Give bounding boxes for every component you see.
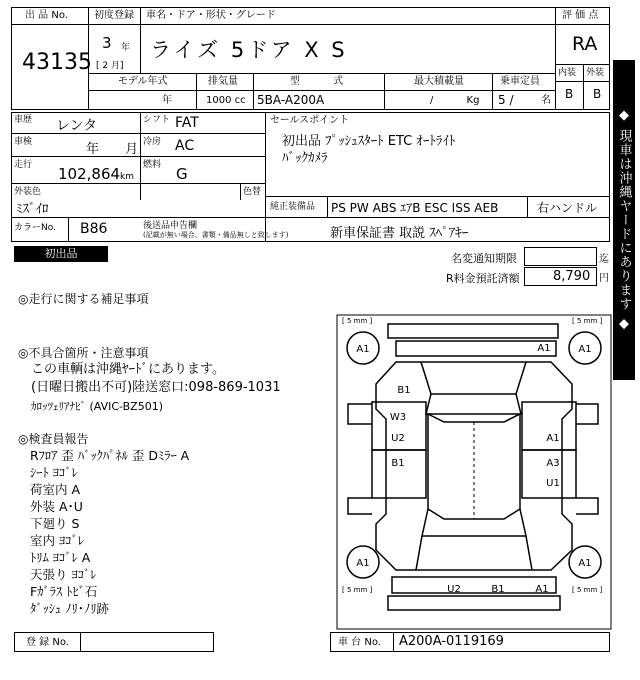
car-name-label: 車名・ドア・形状・グレード: [146, 10, 276, 21]
inspection: 年 月: [86, 142, 139, 157]
fuel: G: [176, 165, 188, 183]
shift-label: シフト: [143, 115, 171, 125]
rear-bumper-outline: [392, 577, 556, 593]
aftermarket-note: (記載が無い場合、書類・備品無しと致します): [143, 231, 289, 239]
front-bumper-outline: [388, 324, 558, 338]
color-label: 外装色: [14, 187, 42, 197]
hood-outline: [421, 362, 526, 394]
inspector-item: 天張り ﾖｺﾞﾚ: [30, 567, 97, 582]
sales-point-line2: ﾊﾞｯｸｶﾒﾗ: [282, 151, 328, 166]
interior-label: 内装: [558, 68, 577, 78]
shift: FAT: [175, 115, 199, 131]
fuel-label: 燃料: [143, 160, 162, 170]
windshield-outline: [426, 394, 521, 414]
first-reg-year: 3: [102, 34, 112, 52]
right-mark-3: U1: [546, 478, 560, 489]
inspector-item: ﾄﾘﾑ ﾖｺﾞﾚ A: [30, 550, 91, 565]
inspector-heading: ◎検査員報告: [18, 432, 89, 446]
defects-heading: ◎不具合箇所・注意事項: [18, 346, 149, 360]
trunk-outline: [416, 536, 532, 570]
grade: RA: [572, 33, 598, 55]
car-damage-diagram: [336, 314, 612, 630]
tire-tread-fl: [ 5 mm ]: [342, 317, 373, 325]
aftermarket-label: 後送品申告欄: [143, 221, 198, 231]
chassis-no: A200A-0119169: [399, 634, 504, 649]
inspector-item: 荷室内 A: [30, 482, 81, 497]
tire-mark-rl: A1: [356, 558, 370, 569]
recycle-label: R料金預託済額: [446, 272, 520, 285]
tire-tread-fr: [ 5 mm ]: [572, 317, 603, 325]
tire-mark-rr: A1: [578, 558, 592, 569]
defects-line-3: ｶﾛｯﾂｪﾘｱﾅﾋﾞ (AVIC-BZ501): [31, 400, 164, 413]
defects-line-2: (日曜日搬出不可)陸送窓口:098-869-1031: [31, 380, 281, 395]
front-bumper-lower: [396, 341, 556, 356]
ac-label: 冷房: [143, 137, 162, 147]
mileage-unit: km: [120, 172, 134, 182]
right-mark-2: A3: [546, 458, 560, 469]
left-mirror: [348, 404, 372, 424]
tire-tread-rr: [ 5 mm ]: [572, 586, 603, 594]
left-mark-3: U2: [391, 433, 405, 444]
inspector-item: Fｶﾞﾗｽ ﾄﾋﾞ石: [30, 584, 98, 599]
defects-line-1: この車輌は沖縄ﾔｰﾄﾞにあります。: [31, 362, 225, 377]
left-mark-2: W3: [389, 412, 407, 423]
tire-mark-fr: A1: [578, 344, 592, 355]
rear-mark-3: A1: [535, 584, 549, 595]
history-label: 車歴: [14, 115, 33, 125]
model-label: 型 式: [290, 76, 344, 87]
chassis-label: 車 台 No.: [338, 637, 381, 648]
year-unit: 年: [121, 43, 131, 53]
car-name: ライズ 5ドア X S: [150, 38, 348, 62]
rear-mark-2: B1: [491, 584, 505, 595]
tire-tread-rl: [ 5 mm ]: [342, 586, 373, 594]
equipment: PS PW ABS ｴｱB ESC ISS AEB: [331, 201, 499, 215]
right-rear-fender: [576, 498, 598, 514]
capacity-unit: 名: [541, 95, 551, 106]
max-load-label: 最大積載量: [414, 76, 464, 87]
steering: 右ハンドル: [537, 201, 598, 215]
displacement-label: 排気量: [208, 76, 238, 87]
inspection-label: 車検: [14, 137, 33, 147]
first-listing-badge: 初出品: [14, 246, 108, 262]
history: レンタ: [56, 118, 98, 134]
sales-point-label: セールスポイント: [270, 115, 350, 126]
model-code: 5BA-A200A: [257, 93, 325, 107]
capacity-label: 乗車定員: [500, 76, 540, 87]
color2-label: 色替: [243, 187, 262, 197]
reg-no-label: 登 録 No.: [26, 637, 69, 648]
grade-label: 評 価 点: [562, 10, 599, 21]
driving-notes-heading: ◎走行に関する補足事項: [18, 292, 149, 306]
model-year-unit: 年: [162, 95, 172, 106]
inspector-item: ｼｰﾄ ﾖｺﾞﾚ: [30, 465, 78, 480]
left-mark-1: B1: [397, 385, 411, 396]
exterior-grade: B: [593, 87, 602, 101]
tire-mark-fl: A1: [356, 344, 370, 355]
lot-no-label: 出 品 No.: [25, 10, 68, 21]
recycle-unit: 円: [599, 273, 609, 284]
interior-grade: B: [565, 87, 574, 101]
inspector-item: ﾀﾞｯｼｭ ﾉﾘ･ﾉﾘ跡: [30, 601, 109, 616]
equipment-label: 純正装備品: [270, 202, 316, 212]
inspector-item: Rﾌﾛｱ 歪 ﾊﾞｯｸﾊﾟﾈﾙ 歪 Dﾐﾗｰ A: [30, 448, 190, 463]
right-mirror: [576, 404, 598, 424]
name-change-unit: 迄: [599, 254, 609, 265]
mileage-label: 走行: [14, 160, 33, 170]
left-rear-fender: [348, 498, 372, 514]
capacity: 5 /: [498, 93, 514, 107]
displacement: 1000 cc: [206, 95, 246, 106]
color-no: B86: [80, 221, 108, 237]
first-reg-month: [ 2 月]: [96, 61, 124, 71]
left-mark-4: B1: [391, 458, 405, 469]
model-year-label: モデル年式: [118, 76, 168, 87]
max-load-unit: / Kg: [430, 95, 480, 106]
rear-mark-1: U2: [447, 584, 461, 595]
exterior-label: 外装: [586, 68, 605, 78]
color-no-label: カラーNo.: [14, 223, 56, 233]
lot-no: 43135: [22, 50, 92, 75]
front-bumper-mark: A1: [537, 343, 551, 354]
inspector-item: 下廻り S: [30, 516, 80, 531]
inspector-item: 外装 A･U: [30, 499, 83, 514]
inspector-items: [30, 448, 189, 618]
name-change-box: [524, 247, 597, 266]
color: ﾐｽﾞｲﾛ: [16, 202, 49, 217]
mileage: 102,864: [58, 165, 121, 183]
name-change-label: 名変通知期限: [451, 252, 517, 265]
recycle-amount: 8,790: [553, 269, 591, 284]
inspector-item: 室内 ﾖｺﾞﾚ: [30, 533, 84, 548]
warranty: 新車保証書 取説 ｽﾍﾟｱｷｰ: [330, 226, 469, 241]
right-mark-1: A1: [546, 433, 560, 444]
ac: AC: [175, 138, 195, 154]
sales-point-line1: 初出品 ﾌﾟｯｼｭｽﾀｰﾄ ETC ｵｰﾄﾗｲﾄ: [282, 134, 456, 149]
rear-bumper-lower: [388, 596, 560, 610]
first-reg-label: 初度登録: [94, 10, 134, 21]
okinawa-yard-banner: ◆ 現車は沖縄ヤードにあります ◆: [613, 60, 635, 380]
